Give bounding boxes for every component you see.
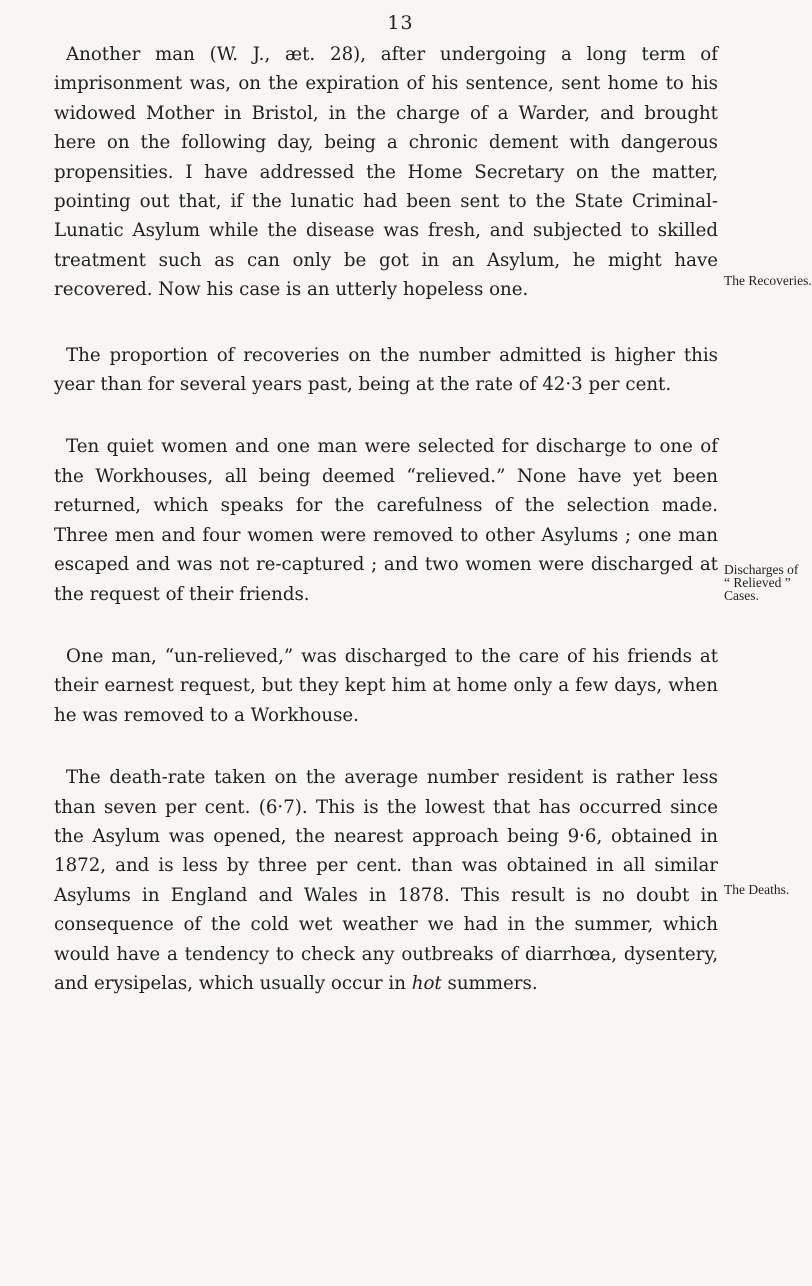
deaths-emphasis: hot [411,972,442,994]
paragraph-prisoner-case: Another man (W. J., æt. 28), after undergoing a long term of imprisonment was, on the expiration of his sentence, sent home to his widowed Mother in Bristol, in the charge of a Warder, and brought here on the following day, being a chronic dement with dangerous propensities. I have addressed the Home Secretary on the matter, pointing out that, if the lunatic had been sent to the State Criminal-Lunatic Asylum while the disease was fresh, and subjected to skilled treatment such as can only be got in an Asylum, he might have recovered. Now his case is an utterly hopeless one. [54,44,718,301]
deaths-tail: summers. [441,972,538,994]
page-number: 13 [387,12,414,34]
paragraph-discharges: Ten quiet women and one man were selected for discharge to one of the Workhouses, all being deemed “relieved.” None have yet been returned, which speaks for the carefulness of the selection made. Three men and four women were removed to other Asylums ; one man escaped and was not re-captured ; and two women were discharged at the request of their friends. [54,436,718,605]
marginal-note-discharges-line2: “ Relieved ” [724,575,791,590]
paragraph-deaths [54,763,718,998]
deaths-text: The death-rate taken on the average number resident is rather less than seven per cent. (6·7). This is the lowest that has occurred since the Asylum was opened, the nearest approach being 9·6, obtained in 1872, and is less by three per cent. than was obtained in all similar Asylums in England and Wales in 1878. This result is no doubt in consequence of the cold wet weather we had in the summer, which would have a tendency to check any outbreaks of diarrhœa, dysentery, and erysipelas, which usually occur in [54,767,718,994]
marginal-note-discharges [724,563,801,602]
paragraph-unrelieved: One man, “un-relieved,” was discharged to the care of his friends at their earnest request, but they kept him at home only a few days, when he was removed to a Workhouse. [54,645,718,726]
marginal-note-recoveries: The Recoveries. [724,273,812,288]
paragraph-recoveries: The proportion of recoveries on the number admitted is higher this year than for several years past, being at the rate of 42·3 per cent. [54,344,718,396]
page-body [54,40,718,1031]
marginal-note-deaths: The Deaths. [724,882,790,897]
marginal-note-discharges-line1: Discharges of [724,562,799,577]
marginal-note-discharges-line3: Cases. [724,588,759,603]
